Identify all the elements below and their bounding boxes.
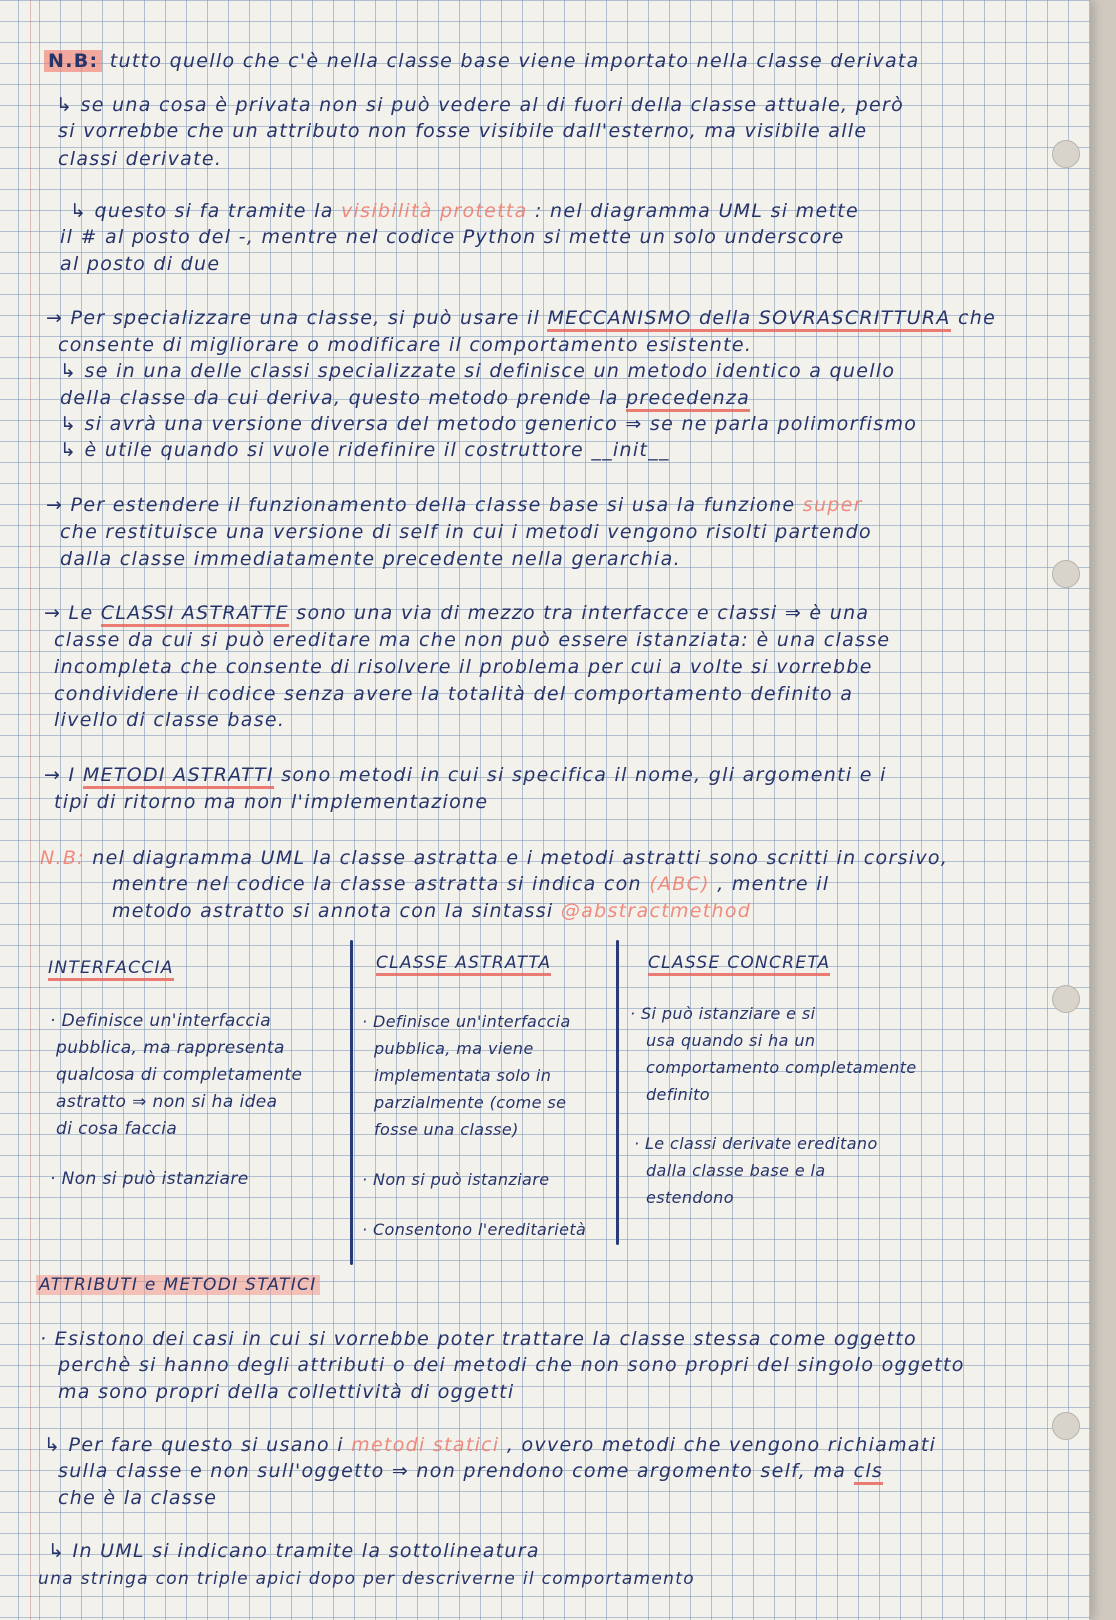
highlight-term: cls bbox=[854, 1460, 884, 1485]
highlight-term: METODI ASTRATTI bbox=[83, 764, 274, 789]
table-cell: · Definisce un'interfaccia bbox=[362, 1012, 571, 1031]
binder-hole bbox=[1052, 1412, 1080, 1440]
margin-line bbox=[30, 0, 31, 1620]
note-line: dalla classe immediatamente precedente nella gerarchia. bbox=[60, 548, 681, 570]
table-cell: dalla classe base e la bbox=[646, 1161, 826, 1180]
highlight-term: @abstractmethod bbox=[560, 900, 752, 922]
note-line: incompleta che consente di risolvere il problema per cui a volte si vorrebbe bbox=[54, 656, 873, 678]
table-cell: usa quando si ha un bbox=[646, 1031, 816, 1050]
note-line: condividere il codice senza avere la totalità del comportamento definito a bbox=[54, 683, 854, 705]
table-divider bbox=[350, 940, 353, 1265]
note-line: che restituisce una versione di self in cui i metodi vengono risolti partendo bbox=[60, 521, 872, 543]
note-line: ↳ questo si fa tramite la visibilità protetta : nel diagramma UML si mette bbox=[70, 200, 859, 222]
table-cell: qualcosa di completamente bbox=[56, 1065, 303, 1085]
binder-hole bbox=[1052, 985, 1080, 1013]
note-line: si vorrebbe che un attributo non fosse visibile dall'esterno, ma visibile alle bbox=[58, 120, 868, 142]
table-cell: comportamento completamente bbox=[646, 1058, 917, 1077]
note-line: il # al posto del -, mentre nel codice Python si mette un solo underscore bbox=[60, 226, 845, 248]
table-cell: implementata solo in bbox=[374, 1066, 552, 1085]
note-line: che è la classe bbox=[58, 1487, 218, 1509]
table-header-interfaccia: INTERFACCIA bbox=[48, 955, 174, 981]
note-line: perchè si hanno degli attributi o dei metodi che non sono propri del singolo oggetto bbox=[58, 1354, 965, 1376]
table-cell: · Consentono l'ereditarietà bbox=[362, 1220, 587, 1239]
note-line: → Per estendere il funzionamento della classe base si usa la funzione super bbox=[46, 494, 863, 516]
note-line: al posto di due bbox=[60, 253, 221, 275]
table-header-classe-concreta: CLASSE CONCRETA bbox=[648, 950, 830, 976]
note-line: N.B: nel diagramma UML la classe astratta e i metodi astratti sono scritti in corsivo, bbox=[40, 847, 949, 869]
nb-marker: N.B: bbox=[44, 50, 102, 72]
table-cell: · Definisce un'interfaccia bbox=[50, 1011, 272, 1031]
note-line: metodo astratto si annota con la sintassi @abstractmethod bbox=[112, 900, 752, 922]
note-line: una stringa con triple apici dopo per descriverne il comportamento bbox=[38, 1569, 695, 1589]
table-cell: · Si può istanziare e si bbox=[630, 1004, 816, 1023]
highlight-term: CLASSI ASTRATTE bbox=[101, 602, 289, 627]
table-cell: definito bbox=[646, 1085, 710, 1104]
note-line: livello di classe base. bbox=[54, 709, 286, 731]
highlight-term: precedenza bbox=[626, 387, 750, 412]
highlight-term: super bbox=[802, 494, 863, 516]
note-line: sulla classe e non sull'oggetto ⇒ non prendono come argomento self, ma cls bbox=[58, 1458, 883, 1484]
note-line: mentre nel codice la classe astratta si indica con (ABC) , mentre il bbox=[112, 873, 830, 895]
table-cell: di cosa faccia bbox=[56, 1119, 178, 1139]
note-line: ↳ se in una delle classi specializzate si definisce un metodo identico a quello bbox=[60, 360, 896, 382]
note-line: classi derivate. bbox=[58, 148, 223, 170]
highlight-term: metodi statici bbox=[351, 1434, 500, 1456]
note-line: ↳ se una cosa è privata non si può vedere al di fuori della classe attuale, però bbox=[56, 94, 905, 116]
note-line: tipi di ritorno ma non l'implementazione bbox=[54, 791, 489, 813]
note-line: della classe da cui deriva, questo metodo prende la precedenza bbox=[60, 385, 750, 411]
note-line: N.B: tutto quello che c'è nella classe base viene importato nella classe derivata bbox=[44, 48, 920, 74]
highlight-term: (ABC) bbox=[649, 873, 710, 895]
section-heading: ATTRIBUTI e METODI STATICI bbox=[36, 1272, 320, 1298]
note-line: ↳ Per fare questo si usano i metodi statici , ovvero metodi che vengono richiamati bbox=[44, 1434, 937, 1456]
table-cell: estendono bbox=[646, 1188, 734, 1207]
nb-marker: N.B: bbox=[40, 847, 85, 869]
note-line: ↳ In UML si indicano tramite la sottolineatura bbox=[48, 1540, 540, 1562]
note-line: consente di migliorare o modificare il comportamento esistente. bbox=[58, 334, 753, 356]
binder-hole bbox=[1052, 140, 1080, 168]
table-cell: fosse una classe) bbox=[374, 1120, 519, 1139]
table-cell: · Le classi derivate ereditano bbox=[634, 1134, 878, 1153]
note-line: ma sono propri della collettività di oggetti bbox=[58, 1381, 515, 1403]
table-cell: astratto ⇒ non si ha idea bbox=[56, 1092, 278, 1112]
table-cell: pubblica, ma viene bbox=[374, 1039, 534, 1058]
note-line: → Le CLASSI ASTRATTE sono una via di mezzo tra interfacce e classi ⇒ è una bbox=[44, 600, 869, 626]
note-line: ↳ è utile quando si vuole ridefinire il costruttore __init__ bbox=[60, 439, 670, 461]
table-cell: · Non si può istanziare bbox=[50, 1169, 249, 1189]
note-line: classe da cui si può ereditare ma che non può essere istanziata: è una classe bbox=[54, 629, 891, 651]
table-cell: parzialmente (come se bbox=[374, 1093, 567, 1112]
note-line: ↳ si avrà una versione diversa del metodo generico ⇒ se ne parla polimorfismo bbox=[60, 413, 918, 435]
note-line: · Esistono dei casi in cui si vorrebbe poter trattare la classe stessa come oggetto bbox=[40, 1328, 917, 1350]
binder-hole bbox=[1052, 560, 1080, 588]
highlight-term: MECCANISMO della SOVRASCRITTURA bbox=[547, 307, 950, 332]
note-line: → Per specializzare una classe, si può usare il MECCANISMO della SOVRASCRITTURA che bbox=[46, 305, 996, 331]
note-line: → I METODI ASTRATTI sono metodi in cui si specifica il nome, gli argomenti e i bbox=[44, 762, 887, 788]
highlight-term: visibilità protetta bbox=[341, 200, 528, 222]
table-header-classe-astratta: CLASSE ASTRATTA bbox=[376, 950, 551, 976]
table-cell: · Non si può istanziare bbox=[362, 1170, 550, 1189]
table-cell: pubblica, ma rappresenta bbox=[56, 1038, 285, 1058]
table-divider bbox=[616, 940, 619, 1245]
